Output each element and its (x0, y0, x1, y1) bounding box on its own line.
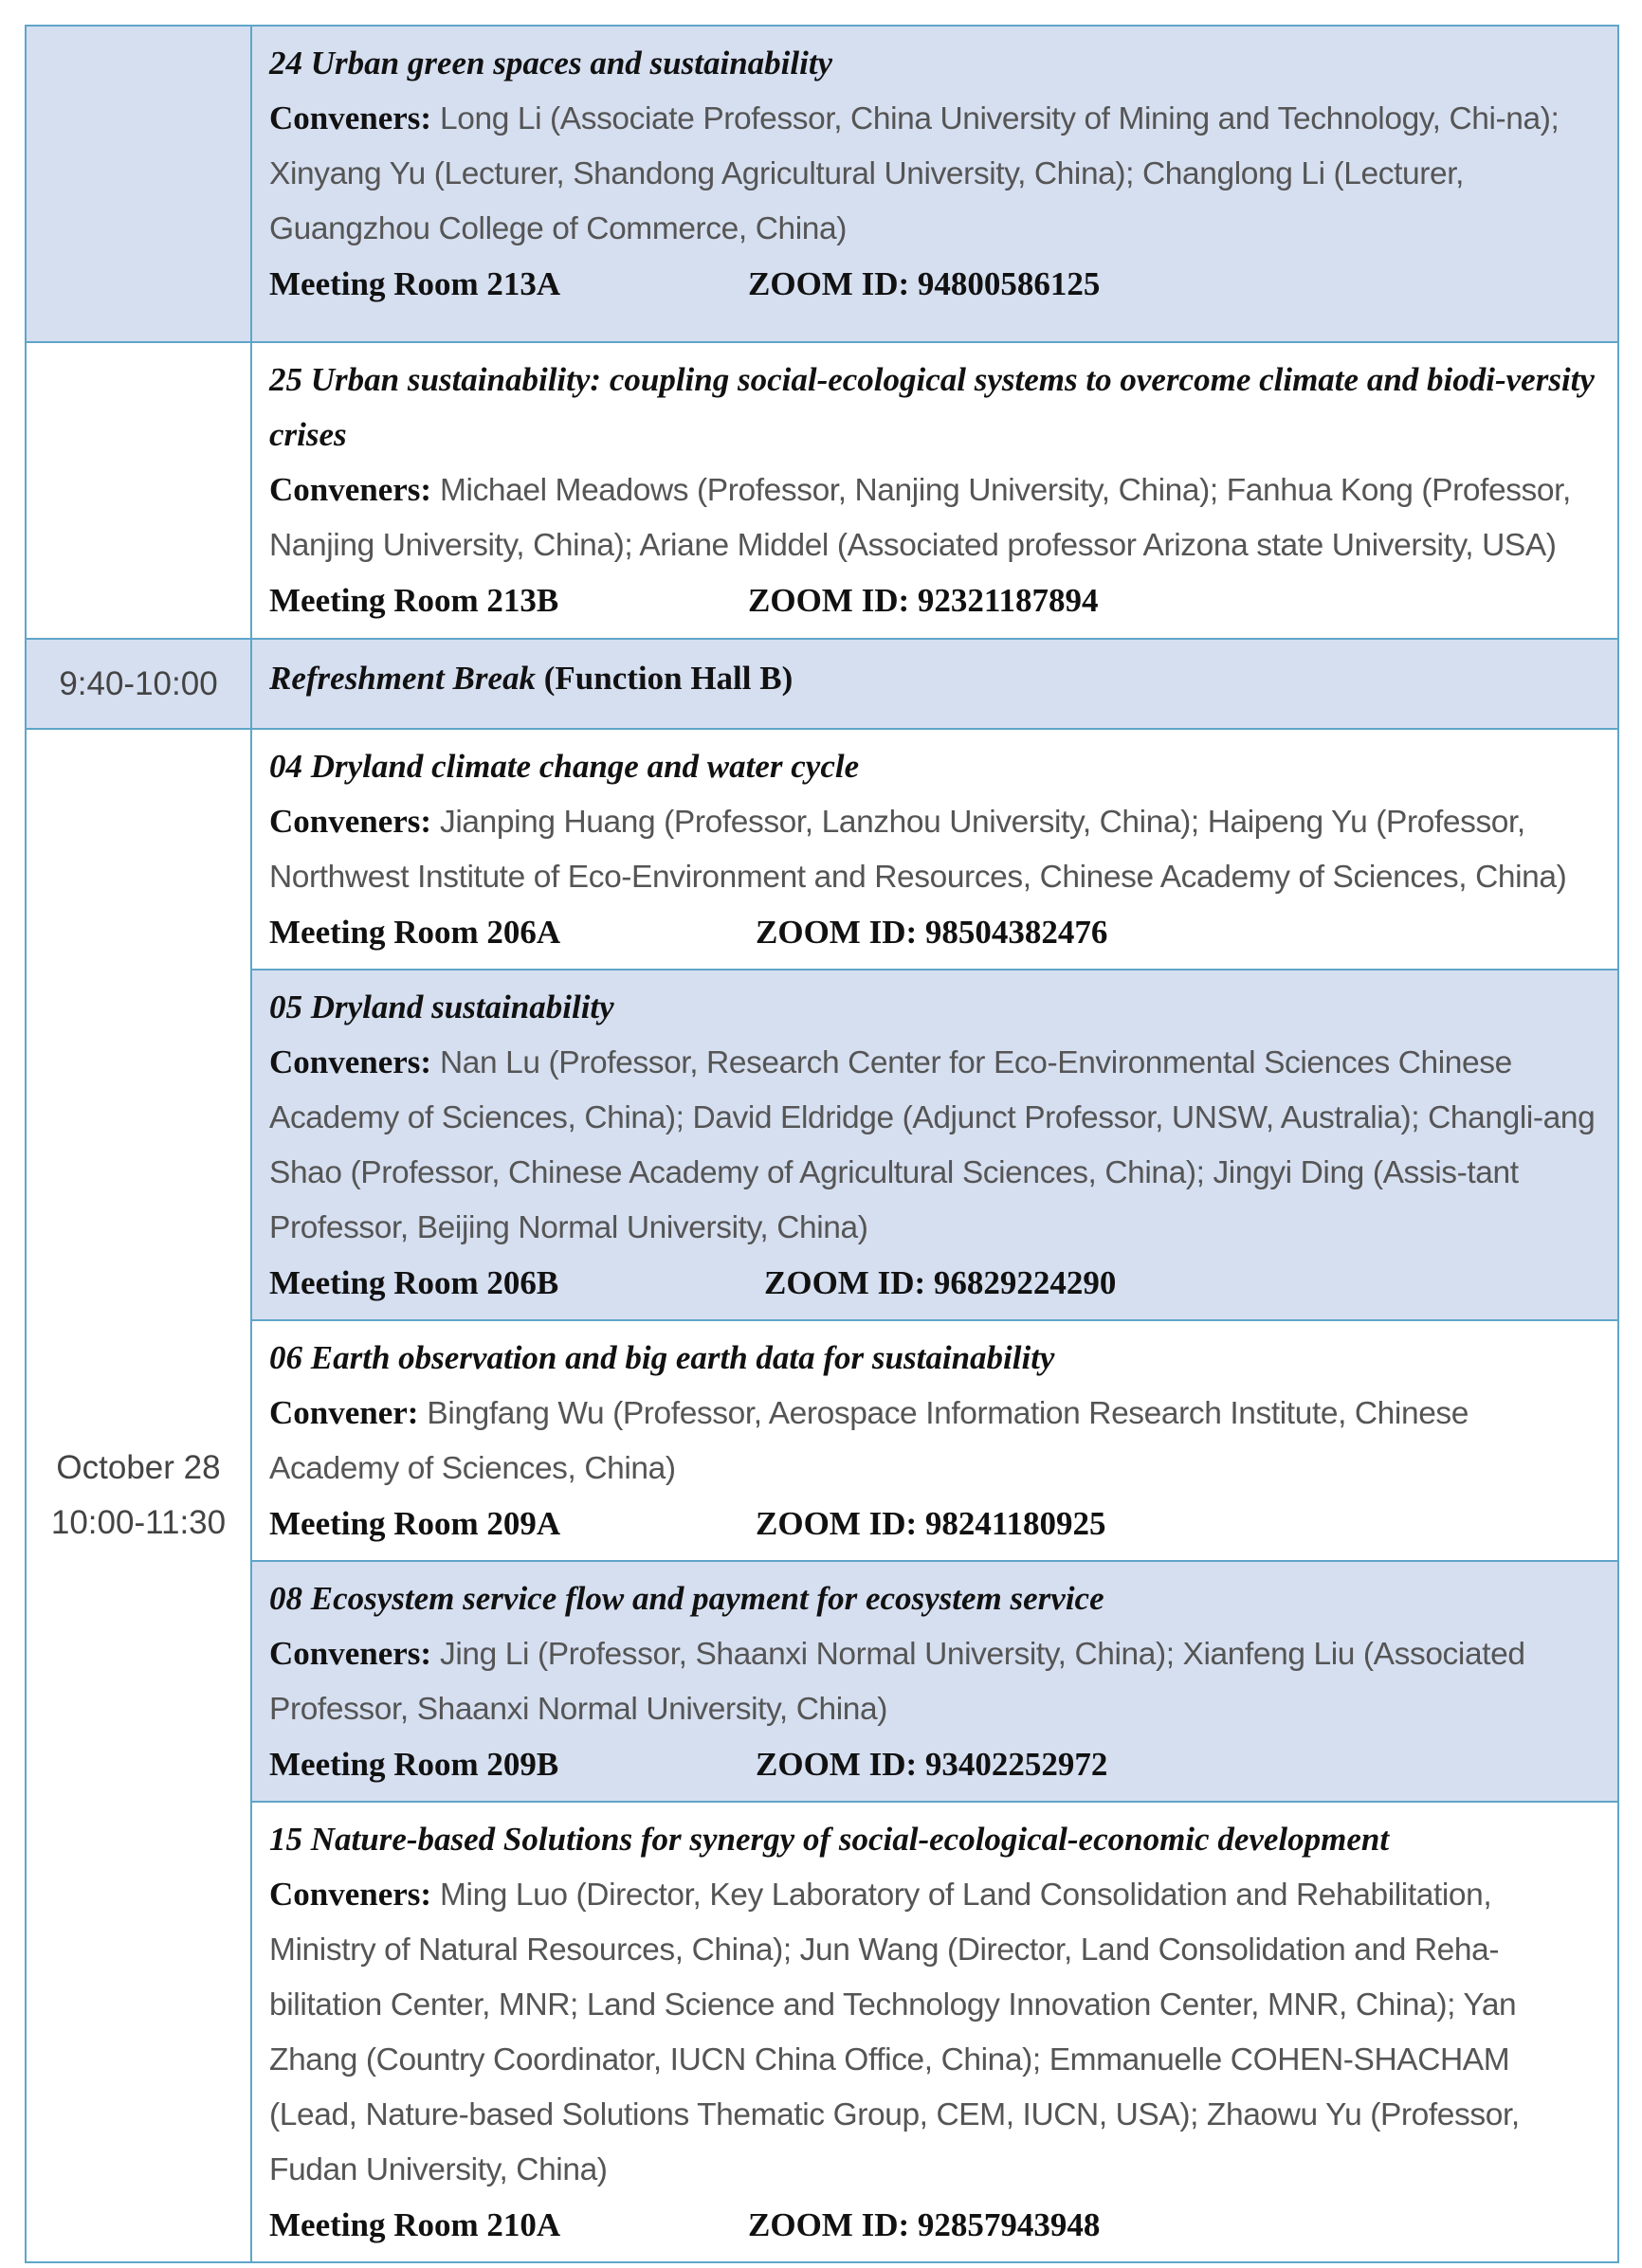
meeting-room-number: 206A (486, 914, 561, 951)
meeting-room-number: 213B (486, 582, 559, 619)
conveners-text: Ming Luo (Director, Key Laboratory of Land Consolidation and Rehabilitation, Ministry of Natural Resources, China); Jun Wang (Director, Land Consolidation and Reha-bilitation Center, MNR; Land Science and Technology Innovation Center, MNR, China); Yan Zhang (Country Coordinator, IUCN China Office, China); Emmanuelle COHEN-SHACHAM (Lead, Nature-based Solutions Thematic Group, CEM, IUCN, USA); Zhaowu Yu (Professor, Fudan University, China) (269, 1878, 1520, 2187)
conveners-label: Conveners: (269, 803, 432, 840)
meeting-room-label: Meeting Room (269, 265, 479, 302)
session-meeting-info (269, 573, 1602, 628)
session-conveners (269, 463, 1602, 573)
schedule-row (26, 342, 1618, 639)
conveners-text: Nan Lu (Professor, Research Center for Eco-Environmental Sciences Chinese Academy of Sciences, China); David Eldridge (Adjunct Professor, UNSW, Australia); Changli-ang Shao (Professor, Chinese Academy of Agricultural Sciences, China); Jingyi Ding (Assis-tant Professor, Beijing Normal University, China) (269, 1045, 1596, 1245)
conveners-label: Conveners: (269, 1043, 432, 1080)
meeting-room-label: Meeting Room (269, 1505, 479, 1542)
schedule-row (26, 1320, 1618, 1561)
session-conveners (269, 1867, 1602, 2198)
zoom-label: ZOOM ID: (756, 914, 918, 951)
zoom-id: 93402252972 (924, 1746, 1108, 1783)
session-meeting-info (269, 2198, 1602, 2253)
time-range: 10:00-11:30 (50, 1504, 227, 1541)
conveners-text: Long Li (Associate Professor, China University of Mining and Technology, Chi-na); Xinyang Yu (Lecturer, Shandong Agricultural University, China); Changlong Li (Lecturer, Guangzhou College of Commerce, China) (269, 101, 1560, 246)
zoom-id: 96829224290 (933, 1264, 1117, 1301)
zoom-label: ZOOM ID: (764, 1264, 926, 1301)
schedule-table (25, 25, 1619, 2263)
meeting-room-number: 206B (486, 1264, 559, 1301)
session-cell (251, 729, 1618, 970)
session-meeting-info (269, 905, 1602, 960)
session-meeting-info (269, 1256, 1602, 1311)
session-meeting-info (269, 1497, 1602, 1551)
session-meeting-info (269, 1737, 1602, 1792)
conveners-text: Jing Li (Professor, Shaanxi Normal University, China); Xianfeng Liu (Associated Professor, Shaanxi Normal University, China) (269, 1637, 1525, 1727)
time-date: October 28 (56, 1449, 221, 1486)
session-cell (251, 1320, 1618, 1561)
zoom-label: ZOOM ID: (756, 1746, 918, 1783)
session-cell (251, 342, 1618, 639)
meeting-room-number: 209A (486, 1505, 561, 1542)
session-cell (251, 1561, 1618, 1802)
zoom-label: ZOOM ID: (748, 582, 910, 619)
break-cell (251, 639, 1618, 729)
schedule-row (26, 26, 1618, 342)
time-cell: 9:40-10:00 (26, 639, 251, 729)
session-title: 05 Dryland sustainability (269, 989, 614, 1025)
schedule-row (26, 1561, 1618, 1802)
conveners-text: Bingfang Wu (Professor, Aerospace Information Research Institute, Chinese Academy of Sciences, China) (269, 1396, 1469, 1486)
session-conveners (269, 1386, 1602, 1497)
conveners-label: Conveners: (269, 100, 432, 136)
session-cell (251, 26, 1618, 342)
session-title: 04 Dryland climate change and water cycle (269, 748, 860, 785)
session-conveners (269, 794, 1602, 905)
break-location: (Function Hall B) (543, 660, 794, 697)
zoom-id: 98504382476 (924, 914, 1108, 951)
zoom-id: 94800586125 (917, 265, 1101, 302)
meeting-room-number: 209B (486, 1746, 559, 1783)
convener-label: Convener: (269, 1394, 419, 1431)
schedule-row (26, 970, 1618, 1320)
meeting-room-label: Meeting Room (269, 914, 479, 951)
zoom-label: ZOOM ID: (748, 265, 910, 302)
session-title: 25 Urban sustainability: coupling social-ecological systems to overcome climate and biodi-versity crises (269, 361, 1595, 453)
time-cell-empty (26, 26, 251, 342)
zoom-id: 92321187894 (917, 582, 1099, 619)
session-cell (251, 1802, 1618, 2262)
zoom-label: ZOOM ID: (748, 2206, 910, 2243)
session-title: 08 Ecosystem service flow and payment for ecosystem service (269, 1580, 1104, 1617)
zoom-id: 92857943948 (917, 2206, 1101, 2243)
meeting-room-label: Meeting Room (269, 1746, 479, 1783)
session-cell (251, 970, 1618, 1320)
time-cell-empty (26, 342, 251, 639)
meeting-room-number: 210A (486, 2206, 561, 2243)
conveners-label: Conveners: (269, 471, 432, 508)
zoom-label: ZOOM ID: (756, 1505, 918, 1542)
session-title: 24 Urban green spaces and sustainability (269, 45, 833, 82)
schedule-row (26, 729, 1618, 970)
session-meeting-info (269, 257, 1602, 312)
conveners-label: Conveners: (269, 1876, 432, 1913)
meeting-room-label: Meeting Room (269, 1264, 479, 1301)
meeting-room-label: Meeting Room (269, 582, 479, 619)
zoom-id: 98241180925 (924, 1505, 1106, 1542)
meeting-room-label: Meeting Room (269, 2206, 479, 2243)
break-title: Refreshment Break (269, 660, 536, 697)
conveners-text: Michael Meadows (Professor, Nanjing University, China); Fanhua Kong (Professor, Nanjing University, China); Ariane Middel (Associated professor Arizona state University, USA) (269, 473, 1571, 563)
conveners-label: Conveners: (269, 1635, 432, 1672)
session-title: 15 Nature-based Solutions for synergy of social-ecological-economic development (269, 1821, 1390, 1858)
session-conveners (269, 1035, 1602, 1256)
time-cell (26, 729, 251, 2262)
schedule-row (26, 1802, 1618, 2262)
meeting-room-number: 213A (486, 265, 561, 302)
schedule-row-break (26, 639, 1618, 729)
conveners-text: Jianping Huang (Professor, Lanzhou University, China); Haipeng Yu (Professor, Northwest Institute of Eco-Environment and Resources, Chinese Academy of Sciences, China) (269, 805, 1567, 895)
session-title: 06 Earth observation and big earth data for sustainability (269, 1339, 1055, 1376)
session-conveners (269, 1626, 1602, 1737)
session-conveners (269, 91, 1602, 257)
